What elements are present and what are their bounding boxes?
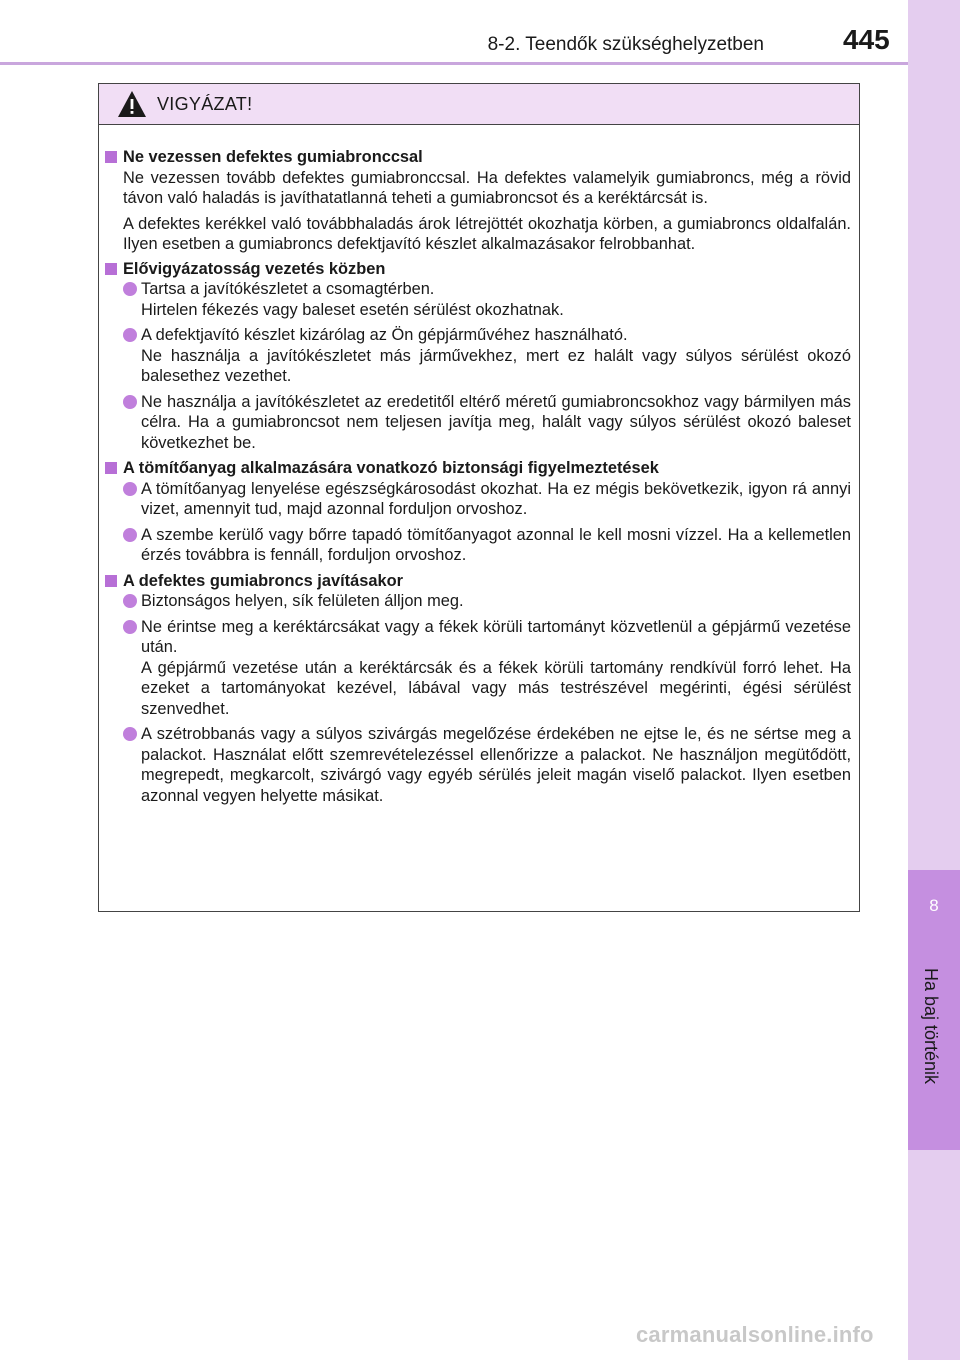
bullet-text: Biztonságos helyen, sík felületen álljon meg. (141, 592, 464, 610)
watermark: carmanualsonline.info (636, 1322, 874, 1347)
bullet-text: Ne használja a javítókészletet más járművekhez, mert ez halált vagy súlyos sérülést okozó balesethez vezethet. (141, 346, 851, 385)
list-item (105, 591, 851, 612)
bullet-text: Hirtelen fékezés vagy baleset esetén sérülést okozhatnak. (141, 300, 564, 319)
bullet-text: A szétrobbanás vagy a súlyos szivárgás megelőzése érdekében ne ejtse le, és ne sértse meg a palackot. Használat előtt szemrevételezéssel ellenőrizze a palackot. Ne használjon megütődött, megrepedt, megkarcolt, szivárgó vagy egyéb sérülés jeleit magán viselő palackot. Ilyen esetben azonnal vegyen helyette másikat. (141, 725, 851, 805)
square-bullet-icon (105, 151, 117, 163)
header-rule (0, 62, 908, 65)
bullet-text: A szembe kerülő vagy bőrre tapadó tömítőanyagot azonnal le kell mosni vízzel. Ha a kellemetlen érzés továbbra is fennáll, forduljon orvoshoz. (141, 525, 851, 564)
bullet-text: Tartsa a javítókészletet a csomagtérben. (141, 280, 435, 298)
bullet-text: A gépjármű vezetése után a keréktárcsák és a fékek körüli tartomány rendkívül forró lehet. Ha ezeket a tartományokat kezével, lábával vagy más testrészével megérinti, égési sérülést szenvedhet. (141, 658, 851, 718)
warning-box (98, 83, 860, 912)
section-title: 8-2. Teendők szükséghelyzetben (487, 34, 764, 55)
section-heading-text: A defektes gumiabroncs javításakor (123, 571, 403, 590)
section-heading (105, 147, 851, 168)
list-item (105, 617, 851, 720)
circle-bullet-icon (123, 282, 137, 296)
list-item (105, 479, 851, 520)
bullet-text: A tömítőanyag lenyelése egészségkárosodást okozhat. Ha ez mégis bekövetkezik, igyon rá annyi vizet, amennyit tud, majd azonnal forduljon orvoshoz. (141, 479, 851, 518)
circle-bullet-icon (123, 620, 137, 634)
list-item (105, 724, 851, 806)
square-bullet-icon (105, 575, 117, 587)
circle-bullet-icon (123, 528, 137, 542)
square-bullet-icon (105, 263, 117, 275)
square-bullet-icon (105, 462, 117, 474)
warning-title: VIGYÁZAT! (157, 93, 253, 114)
section-heading (105, 571, 851, 592)
paragraph: A defektes kerékkel való továbbhaladás árok létrejöttét okozhatja körben, a gumiabroncs oldalfalán. Ilyen esetben a gumiabroncs defektjavító készlet alkalmazásakor felrobbanhat. (123, 214, 851, 253)
section-heading (105, 259, 851, 280)
bullet-text: Ne használja a javítókészletet az eredetitől eltérő méretű gumiabroncsokhoz vagy bármilyen más célra. Ha a gumiabroncsot nem teljesen javítja meg, halált vagy súlyos sérülést okozó baleset következhet be. (141, 392, 851, 452)
section-heading (105, 458, 851, 479)
warning-body (99, 125, 859, 806)
page-number: 445 (843, 24, 890, 55)
section-heading-text: Ne vezessen defektes gumiabronccsal (123, 148, 423, 166)
warning-triangle-icon (117, 90, 147, 118)
list-item (105, 325, 851, 387)
paragraph: Ne vezessen tovább defektes gumiabronccsal. Ha defektes valamelyik gumiabroncs, még a rövid távon való haladás is javíthatatlanná teheti a gumiabroncsot és a keréktárcsát is. (123, 168, 851, 207)
list-item (105, 525, 851, 566)
circle-bullet-icon (123, 727, 137, 741)
list-item (105, 279, 851, 320)
list-item (105, 392, 851, 454)
chapter-label: Ha baj történik (921, 968, 941, 1085)
warning-header (99, 84, 859, 125)
section-heading-text: A tömítőanyag alkalmazására vonatkozó biztonsági figyelmeztetések (123, 459, 659, 477)
section-heading-text: Elővigyázatosság vezetés közben (123, 259, 386, 278)
circle-bullet-icon (123, 395, 137, 409)
circle-bullet-icon (123, 328, 137, 342)
circle-bullet-icon (123, 482, 137, 496)
circle-bullet-icon (123, 594, 137, 608)
bullet-text: Ne érintse meg a keréktárcsákat vagy a fékek körüli tartományt közvetlenül a gépjármű vezetése után. (141, 617, 851, 656)
side-tab (908, 0, 960, 1360)
chapter-number: 8 (929, 896, 939, 915)
bullet-text: A defektjavító készlet kizárólag az Ön gépjárművéhez használható. (141, 326, 628, 344)
